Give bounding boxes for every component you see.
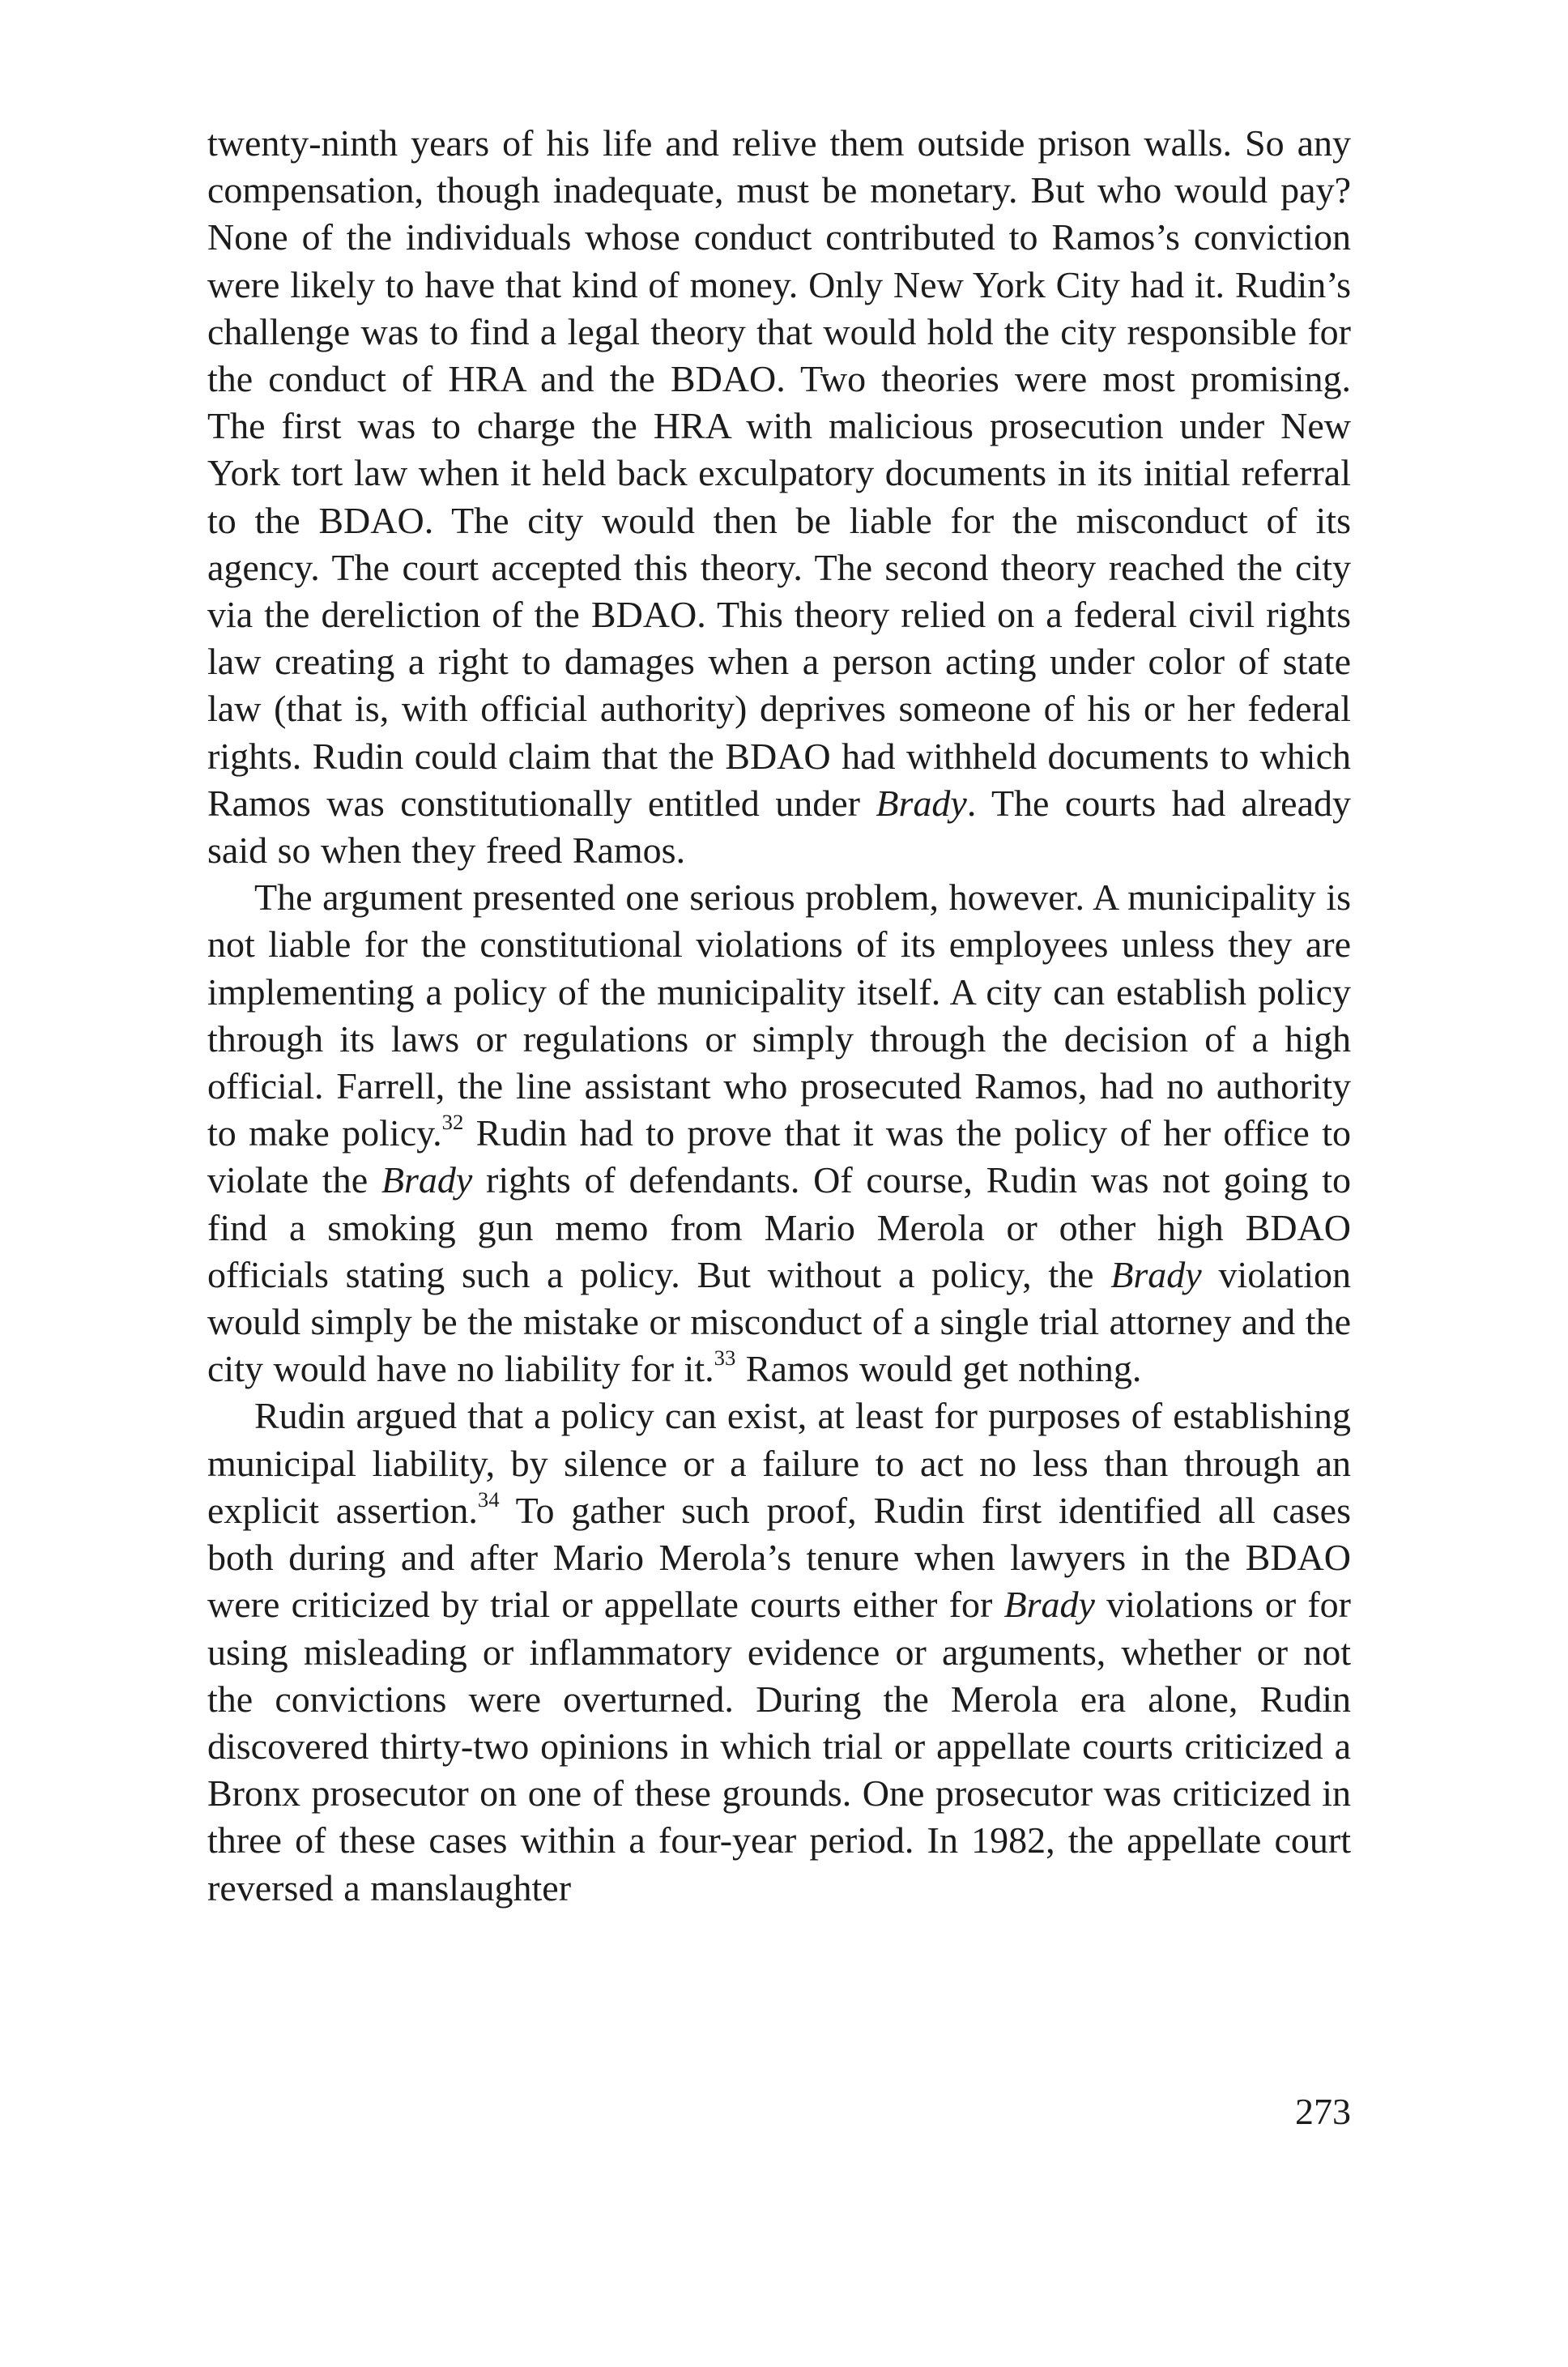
page-number: 273 <box>1295 2091 1351 2132</box>
text-run: Rudin argued that a policy can exist, at least for purposes of establishing municipal liability, by silence or a failure to act no less than through an explicit assertion. <box>207 1395 1351 1531</box>
body-text <box>207 120 1351 1912</box>
text-run: violations or for using misleading or inflammatory evidence or arguments, whether or not the convictions were overturned. During the Merola era alone, Rudin discovered thirty-two opinions in which trial or appellate courts criticized a Bronx prosecutor on one of these grounds. One prosecutor was criticized in three of these cases within a four-year period. In 1982, the appellate court reversed a manslaughter <box>207 1584 1351 1909</box>
paragraph-1 <box>207 120 1351 874</box>
italic-case-name: Brady <box>381 1159 473 1201</box>
text-run: The argument presented one serious problem, however. A municipality is not liable for the constitutional violations of its employees unless they are implementing a policy of the municipality itself. A city can establish policy through its laws or regulations or simply through the decision of a high official. Farrell, the line assistant who prosecuted Ramos, had no authority to make policy. <box>207 876 1351 1154</box>
text-run: violation would simply be the mistake or misconduct of a single trial attorney and the city would have no liability for it. <box>207 1253 1351 1390</box>
page-body <box>207 120 1351 1912</box>
text-run: Ramos would get nothing. <box>735 1348 1142 1390</box>
text-run: To gather such proof, Rudin first identified all cases both during and after Mario Merola’s tenure when lawyers in the BDAO were criticized by trial or appellate courts either for <box>207 1489 1351 1626</box>
paragraph-2 <box>207 874 1351 1392</box>
text-run: Rudin had to prove that it was the policy of her office to violate the <box>207 1112 1351 1201</box>
paragraph-3 <box>207 1392 1351 1911</box>
italic-case-name: Brady <box>1110 1253 1202 1295</box>
italic-case-name: Brady <box>876 782 967 824</box>
italic-case-name: Brady <box>1003 1584 1095 1626</box>
footnote-ref: 33 <box>714 1346 736 1371</box>
text-run: rights of defendants. Of course, Rudin was not going to find a smoking gun memo from Mario Merola or other high BDAO officials stating such a policy. But without a policy, the <box>207 1159 1351 1295</box>
footnote-ref: 34 <box>477 1486 500 1512</box>
text-run: . The courts had already said so when they freed Ramos. <box>207 782 1351 872</box>
footnote-ref: 32 <box>441 1110 464 1135</box>
text-run: twenty-ninth years of his life and relive them outside prison walls. So any compensation, though inadequate, must be monetary. But who would pay? None of the individuals whose conduct contributed to Ramos’s conviction were likely to have that kind of money. Only New York City had it. Rudin’s challenge was to find a legal theory that would hold the city responsible for the conduct of HRA and the BDAO. Two theories were most promising. The first was to charge the HRA with malicious prosecution under New York tort law when it held back exculpatory documents in its initial referral to the BDAO. The city would then be liable for the misconduct of its agency. The court accepted this theory. The second theory reached the city via the dereliction of the BDAO. This theory relied on a federal civil rights law creating a right to damages when a person acting under color of state law (that is, with official authority) deprives someone of his or her federal rights. Rudin could claim that the BDAO had withheld documents to which Ramos was constitutionally entitled under <box>207 122 1351 824</box>
